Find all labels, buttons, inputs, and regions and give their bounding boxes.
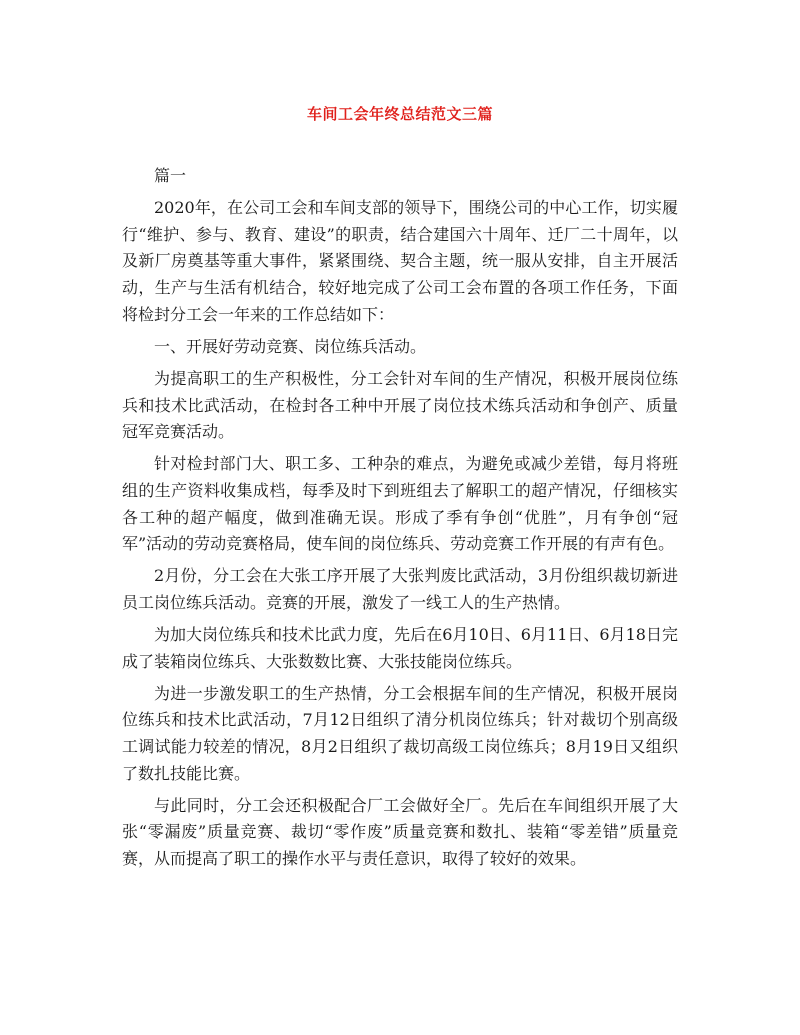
paragraph-body: 与此同时，分工会还积极配合厂工会做好全厂。先后在车间组织开展了大张“零漏废”质量竞赛、裁切“零作废”质量竞赛和数扎、装箱“零差错”质量竞赛，从而提高了职工的操作水平与责任意识，取得了较好的效果。	[122, 795, 678, 868]
paragraph-body: 2月份，分工会在大张工序开展了大张判废比武活动，3月份组织裁切新进员工岗位练兵活动。竞赛的开展，激发了一线工人的生产热情。	[122, 566, 678, 612]
document-title: 车间工会年终总结范文三篇	[306, 105, 493, 123]
paragraph-heading-1: 一、开展好劳动竞赛、岗位练兵活动。	[154, 336, 427, 356]
paragraph-body: 为进一步激发职工的生产热情，分工会根据车间的生产情况，积极开展岗位练兵和技术比武活动，7月12日组织了清分机岗位练兵；针对裁切个别高级工调试能力较差的情况，8月2日组织了裁切高级工岗位练兵；8月19日又组织了数扎技能比赛。	[122, 683, 678, 783]
paragraph-body: 针对检封部门大、职工多、工种杂的难点，为避免或减少差错，每月将班组的生产资料收集成档，每季及时下到班组去了解职工的超产情况，仔细核实各工种的超产幅度，做到准确无误。形成了季有争创“优胜”，月有争创“冠军”活动的劳动竞赛格局，使车间的岗位练兵、劳动竞赛工作开展的有声有色。	[122, 454, 678, 554]
paragraph-body: 为加大岗位练兵和技术比武力度，先后在6月10日、6月11日、6月18日完成了装箱岗位练兵、大张数数比赛、大张技能岗位练兵。	[122, 625, 678, 671]
paragraph-intro: 2020年，在公司工会和车间支部的领导下，围绕公司的中心工作，切实履行“维护、参与、教育、建设”的职责，结合建国六十周年、迁厂二十周年，以及新厂房奠基等重大事件，紧紧围绕、契合主题，统一服从安排，自主开展活动，生产与生活有机结合，较好地完成了公司工会布置的各项工作任务，下面将检封分工会一年来的工作总结如下：	[122, 198, 678, 324]
document-body	[122, 163, 678, 873]
paragraph-section-label: 篇一	[154, 166, 187, 185]
paragraph-body: 为提高职工的生产积极性，分工会针对车间的生产情况，积极开展岗位练兵和技术比武活动，在检封各工种中开展了岗位技术练兵活动和争创产、质量冠军竞赛活动。	[122, 368, 678, 442]
